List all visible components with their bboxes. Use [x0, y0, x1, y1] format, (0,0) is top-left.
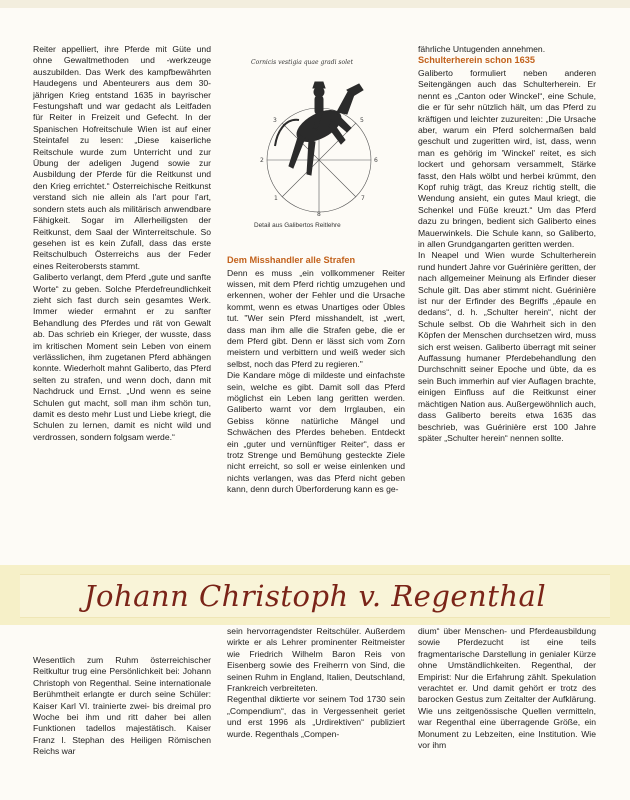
section-banner — [0, 565, 630, 625]
svg-text:1: 1 — [274, 195, 278, 202]
paragraph: Galiberto formuliert neben anderen Seitengängen auch das Schulterherein. Er nennt es „Canton oder Winckel“, eine Schule, die er für sehr nützlich hält, um das Pferd zu kräftigen und leichter zuzureiten: „Die Ursache aber, warum ein Pferd solchermaßen bald geschult und zugeritten wird, ist, dass, wenn man es gehörig im 'Winckel' reitet, es sich lockert und gehorsam versammelt, Stärke fasst, den Hals wölbt und herbei krümmt, den Kopf ruhig trägt, das Kreuz richtig stellt, die Wendung ansieht, ein gutes Maul kriegt, die Schenkel und Füße kreuzt.“ Um das Pferd dazu zu bringen, bedient sich Galiberto eines Mauerwinkels. Die Schule kann, so Galiberto, in allen Grundgangarten geritten werden. — [418, 67, 596, 249]
svg-text:6: 6 — [374, 157, 378, 164]
horse-rider-engraving-image — [233, 48, 399, 218]
banner-panel — [20, 574, 610, 618]
figure-caption: Detail aus Galibertos Reitlehre — [254, 222, 341, 229]
paragraph: fährliche Untugenden annehmen. — [418, 44, 546, 54]
article-column-6 — [418, 626, 596, 751]
article-column-1 — [33, 44, 211, 443]
svg-text:7: 7 — [361, 195, 365, 202]
svg-text:3: 3 — [273, 117, 277, 124]
svg-text:8: 8 — [317, 211, 321, 218]
section-heading: Dem Misshandler alle Strafen — [227, 255, 356, 265]
paragraph: Galiberto verlangt, dem Pferd „gute und sanfte Worte“ zu geben. Solche Pferdefreundlichkeit zieht sich fast durch sein gesamtes Werk. Immer wieder ermahnt er zu sanfter Behandlung des Pferdes und rät von Gewalt ab. Das schrieb ein Krieger, der wusste, dass im kritischen Moment sein Leben von einem verlässlichen, ihm zugetanen Pferd abhängen konnte. Wiederholt mahnt Galiberto, das Pferd selten zu strafen, und wenn doch, dann mit Nachdruck und Ernst. „Und wenn es seine Schulen gut macht, soll man ihm schön tun, damit es desto mehr Lust und Liebe kriegt, die Schulen zu lernen, damit es nicht wild und verdrossen, sondern folgsam werde.“ — [33, 272, 211, 442]
engraving-figure — [227, 44, 405, 240]
paragraph: Denn es muss „ein vollkommener Reiter wissen, mit dem Pferd richtig umzugehen und erkennen, woher der Fehler und die Ursache kommt, wenn es etwas Unartiges oder Übles tut. "Wer sein Pferd misshandelt, ist „wert, dass man ihm alle die Strafen gebe, die er dem Pferd gibt. Denn er lässt sich vom Zorn meistern und verbittern und weiß weder sich selbst, noch das Pferd zu regieren." — [227, 267, 405, 369]
engraving-inscription: Cornicis vestigia quae gradi solet — [251, 59, 353, 66]
paragraph: dium“ über Menschen- und Pferdeausbildung sowie Pferdezucht ist eine teils fragmentarische Darstellung in genialer Kürze ohne Umständlichkeiten. Regenthal, der Empirist: Nur die Erfahrung zählt. Spekulation verachtet er. Und damit gehört er trotz des barocken Gestus zum Zeitalter der Aufklärung. Wie uns zeitgenössische Quellen vermitteln, war Regenthal eine überragende Größe, ein Monument zu Lebzeiten, eine Institution. Wie vor ihm — [418, 626, 596, 751]
paragraph: Die Kandare möge di mildeste und einfachste sein, welche es gibt. Damit soll das Pferd möglichst ein Leben lang geritten werden. Galiberto warnt vor dem Irrglauben, ein Gebiss könne natürliche Mängel und Schwächen des Pferdes beheben. Entdeckt ein „guter und vernünftiger Reiter“, dass er trotz Strenge und Bemühung gesteckte Ziele nicht erreicht, so soll er weise einlenken und nichts verlangen, was das Pferd nicht geben kann, denn durch Überforderung kann es ge- — [227, 370, 405, 495]
banner-title: Johann Christoph v. Regenthal — [83, 579, 547, 613]
paragraph: Wesentlich zum Ruhm österreichischer Reitkultur trug eine Persönlichkeit bei: Johann Christoph von Regenthal. Seine internationale Berühmtheit erlangte er durch seine Schüler: Kaiser Karl VI. trainierte zwei- bis dreimal pro Woche bei ihm und ritt daher bei allen Funktionen tadellos majestätisch. Kaiser Franz I. Stephan des Heiligen Römischen Reichs war — [33, 655, 211, 757]
article-column-2 — [227, 255, 405, 496]
section-heading: Schulterherein schon 1635 — [418, 55, 535, 66]
svg-text:2: 2 — [260, 157, 264, 164]
svg-text:5: 5 — [360, 117, 364, 124]
paragraph: In Neapel und Wien wurde Schulterherein rund hundert Jahre vor Guérinière geritten, der nach allgemeiner Meinung als Erfinder dieser Schule gilt. Das aber stimmt nicht. Guérinière ist nur der Erfinder des Begriffs „épaule en dedans“, d. h. „Schulter herein“, nicht der Schule selbst. Ob die Wahrheit sich in den Köpfen der Menschen durchsetzen wird, muss sich erst weisen. Galiberto überragt mit seiner Auffassung humaner Pferdebehandlung den Durchschnitt seiner Epoche und übte, da es sein Buch immerhin auf vier Auflagen brachte, einigen Einfluss auf die Reitkunst einer mächtigen Nation aus. Außergewöhnlich auch, dass Galiberto bereits etwa 1635 das beschrieb, was Guérinière erst 100 Jahre später „Schulter herein“ nennen sollte. — [418, 250, 596, 443]
article-column-3 — [418, 44, 596, 444]
paragraph: Regenthal diktierte vor seinem Tod 1730 sein „Compendium“, das in Vergessenheit geriet und erst 1996 als „Urdirektiven“ publiziert wurde. Regenthals „Compen- — [227, 694, 405, 739]
article-column-5 — [227, 626, 405, 740]
article-column-4 — [33, 655, 211, 758]
paragraph: Reiter appelliert, ihre Pferde mit Güte und ohne Gewaltmethoden und -werkzeuge auszubilden. Das Werk des kampfbewährten Haudegens und Abenteurers aus dem 30-jährigen Krieg entstand 1635 in bayrischer Festungshaft und war gedacht als Leitfaden für Reiter in Freizeit und Gefecht. In der Spanischen Hofreitschule Wien ist auf einer Steintafel zu lesen: „Diese kaiserliche Reitschule wurde zum Unterricht und zur Übung der adeligen Jugend sowie zur Ausbildung der Pferde für die Reitkunst und den Krieg errichtet.“ Österreichische Reitkunst verstand sich nie allein als l'art pour l'art, sondern stets auch als militärisch anwendbare Fähigkeit. Sogar im Allerheiligsten der Reitkunst, dem Saal der Winterreitschule. So gesehen ist es kein Zufall, dass das erste Reitschulbuch Österreichs aus der Feder eines Reiterobersts stammt. — [33, 44, 211, 271]
paragraph: sein hervorragendster Reitschüler. Außerdem wirkte er als Lehrer prominenter Reitmeister wie Friedrich Wilhelm Baron Reis von Eisenberg sowie des Freiherrn von Sind, die seinen Ruhm in England, Italien, Deutschland, Frankreich verbreiteten. — [227, 626, 405, 694]
